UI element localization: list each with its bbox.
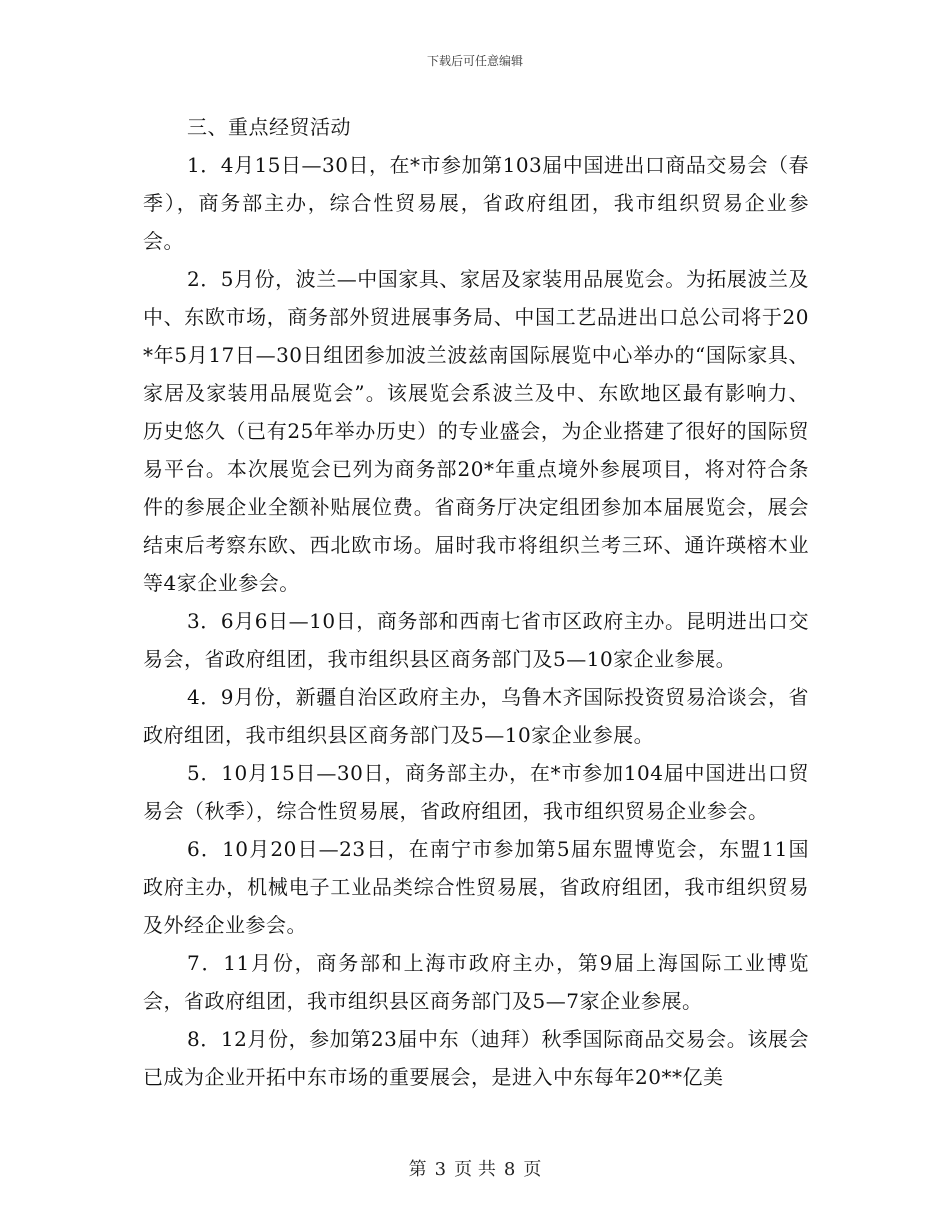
paragraph-item-5: 5．10月15日—30日，商务部主办，在*市参加104届中国进出口贸易会（秋季），综合性贸易展，省政府组团，我市组织贸易企业参会。: [143, 761, 809, 823]
paragraph-item-4: 4．9月份，新疆自治区政府主办，乌鲁木齐国际投资贸易洽谈会，省政府组团，我市组织县区商务部门及5—10家企业参展。: [143, 685, 809, 747]
footer-prefix: 第: [408, 1159, 427, 1180]
page-footer: [0, 1155, 950, 1181]
footer-middle: 页 共: [454, 1159, 496, 1180]
footer-total-pages: 8: [503, 1159, 516, 1180]
page-header-note: 下载后可任意编辑: [426, 54, 523, 68]
paragraph-item-6: 6．10月20日—23日，在南宁市参加第5届东盟博览会，东盟11国政府主办，机械电子工业品类综合性贸易展，省政府组团，我市组织贸易及外经企业参会。: [143, 837, 809, 937]
section-title: 三、重点经贸活动: [187, 115, 351, 139]
paragraph-item-3: 3．6月6日—10日，商务部和西南七省市区政府主办。昆明进出口交易会，省政府组团，我市组织县区商务部门及5—10家企业参展。: [143, 609, 809, 671]
footer-suffix: 页: [523, 1159, 542, 1180]
document-body: [143, 108, 809, 1096]
footer-page-number: 3: [434, 1159, 447, 1180]
paragraph-item-1: 1．4月15日—30日，在*市参加第103届中国进出口商品交易会（春季），商务部主办，综合性贸易展，省政府组团，我市组织贸易企业参会。: [143, 153, 809, 253]
paragraph-item-8: 8．12月份，参加第23届中东（迪拜）秋季国际商品交易会。该展会已成为企业开拓中东市场的重要展会，是进入中东每年20**亿美: [143, 1027, 809, 1089]
paragraph-item-7: 7．11月份，商务部和上海市政府主办，第9届上海国际工业博览会，省政府组团，我市组织县区商务部门及5—7家企业参展。: [143, 951, 809, 1013]
paragraph-item-2: 2．5月份，波兰—中国家具、家居及家装用品展览会。为拓展波兰及中、东欧市场，商务部外贸进展事务局、中国工艺品进出口总公司将于20*年5月17日—30日组团参加波兰波兹南国际展览中心举办的“国际家具、家居及家装用品展览会”。该展览会系波兰及中、东欧地区最有影响力、历史悠久（已有25年举办历史）的专业盛会，为企业搭建了很好的国际贸易平台。本次展览会已列为商务部20*年重点境外参展项目，将对符合条件的参展企业全额补贴展位费。省商务厅决定组团参加本届展览会，展会结束后考察东欧、西北欧市场。届时我市将组织兰考三环、通许瑛榕木业等4家企业参会。: [143, 267, 809, 595]
